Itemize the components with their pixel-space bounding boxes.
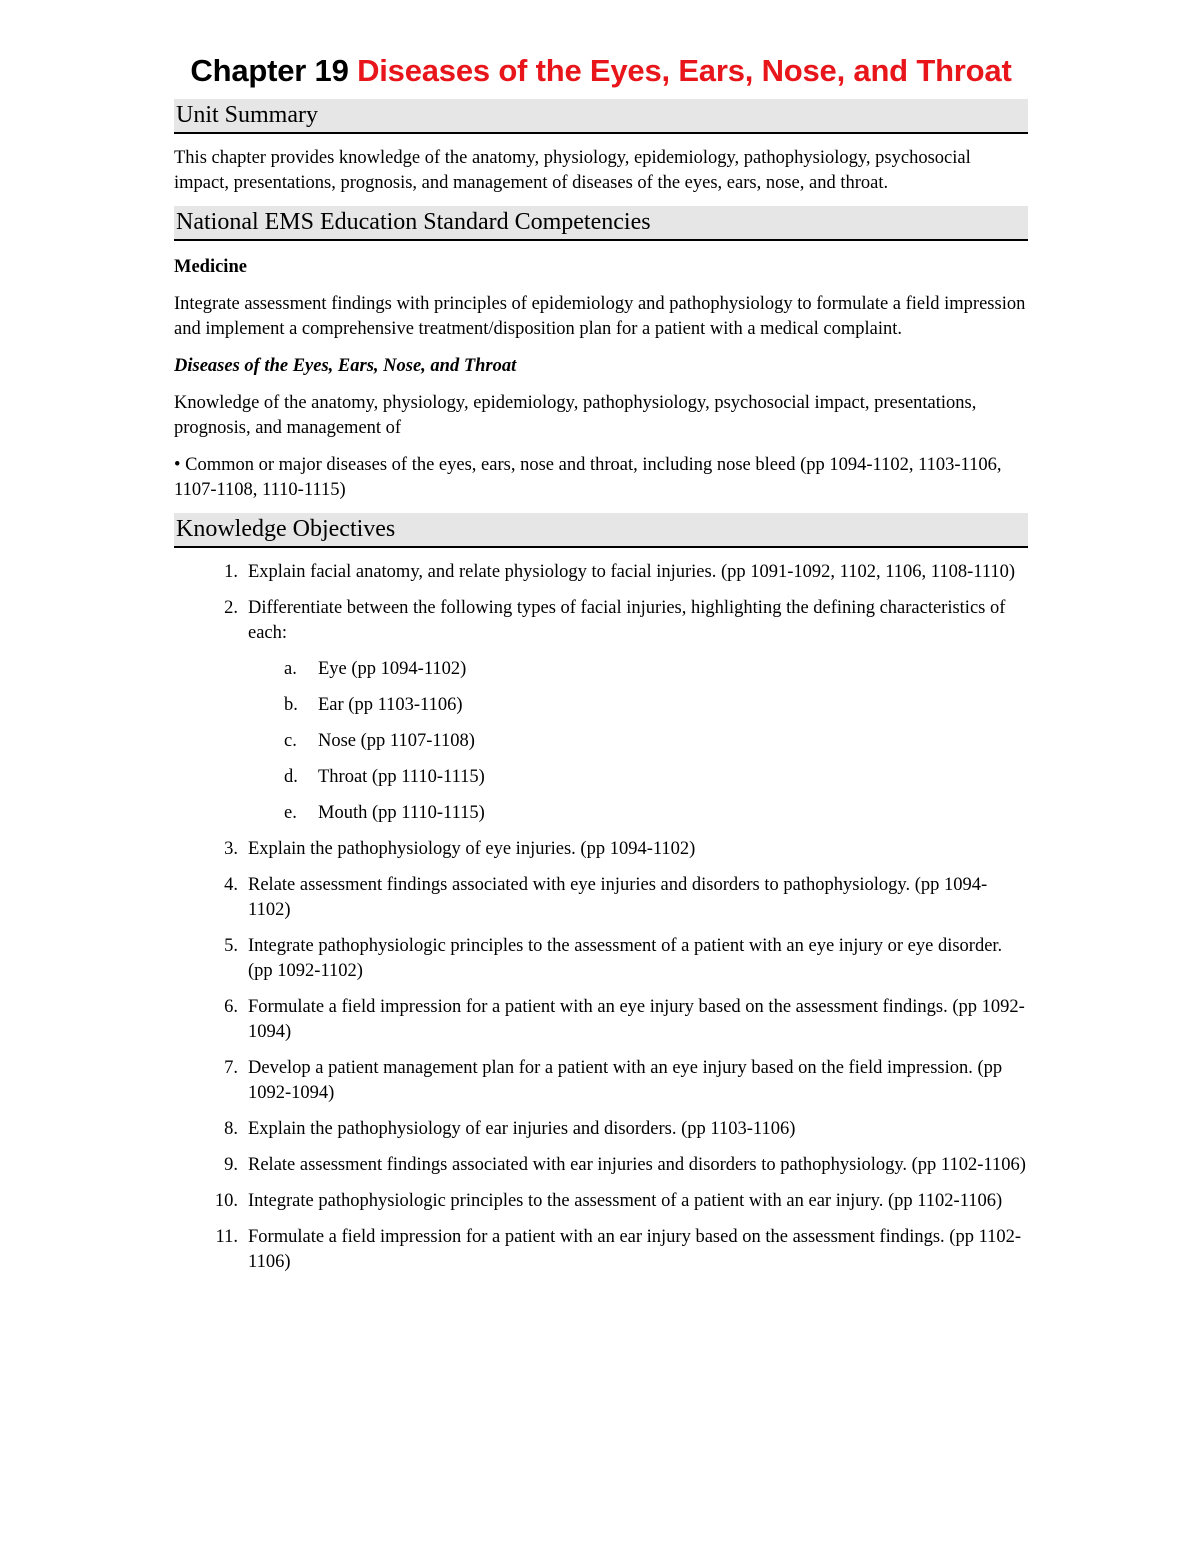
sub-item-text: Mouth (pp 1110-1115) bbox=[318, 803, 485, 823]
item-text: Explain the pathophysiology of eye injuries. (pp 1094-1102) bbox=[248, 839, 696, 859]
list-item bbox=[174, 934, 1028, 984]
sub-item-text: Throat (pp 1110-1115) bbox=[318, 767, 485, 787]
list-item bbox=[174, 1189, 1028, 1214]
item-text: Integrate pathophysiologic principles to the assessment of a patient with an eye injury or eye disorder. (pp 1092-1102) bbox=[248, 936, 1003, 981]
chapter-number: Chapter 19 bbox=[190, 53, 349, 88]
item-text: Explain the pathophysiology of ear injuries and disorders. (pp 1103-1106) bbox=[248, 1119, 796, 1139]
medicine-text: Integrate assessment findings with principles of epidemiology and pathophysiology to formulate a field impression and implement a comprehensive treatment/disposition plan for a patient with a medical complaint. bbox=[174, 294, 1026, 339]
sub-item-letter: b. bbox=[284, 695, 298, 715]
medicine-label: Medicine bbox=[174, 257, 247, 277]
list-item bbox=[174, 560, 1028, 585]
item-text: Differentiate between the following types of facial injuries, highlighting the defining characteristics of each: bbox=[248, 598, 1006, 643]
list-item bbox=[174, 1153, 1028, 1178]
sub-item-letter: d. bbox=[284, 767, 298, 787]
sub-item-letter: a. bbox=[284, 659, 297, 679]
item-number: 3. bbox=[224, 839, 238, 859]
item-text: Explain facial anatomy, and relate physiology to facial injuries. (pp 1091-1092, 1102, 1106, 1108-1110) bbox=[248, 562, 1016, 582]
competencies-heading: National EMS Education Standard Competencies bbox=[174, 206, 1028, 241]
knowledge-text: Knowledge of the anatomy, physiology, epidemiology, pathophysiology, psychosocial impact, presentations, prognosis, and management of bbox=[174, 393, 977, 438]
item-number: 2. bbox=[224, 598, 238, 618]
sub-list-item bbox=[248, 765, 1028, 790]
sub-item-text: Nose (pp 1107-1108) bbox=[318, 731, 475, 751]
item-number: 8. bbox=[224, 1119, 238, 1139]
unit-summary-text: This chapter provides knowledge of the anatomy, physiology, epidemiology, pathophysiology, psychosocial impact, presentations, prognosis, and management of diseases of the eyes, ears, nose, and throat. bbox=[174, 148, 971, 193]
item-number: 9. bbox=[224, 1155, 238, 1175]
sub-list bbox=[248, 657, 1028, 826]
unit-summary-heading: Unit Summary bbox=[174, 99, 1028, 134]
chapter-name: Diseases of the Eyes, Ears, Nose, and Throat bbox=[357, 53, 1012, 88]
item-text: Relate assessment findings associated with ear injuries and disorders to pathophysiology. (pp 1102-1106) bbox=[248, 1155, 1026, 1175]
objectives-list bbox=[174, 560, 1028, 1275]
item-text: Formulate a field impression for a patient with an ear injury based on the assessment findings. (pp 1102-1106) bbox=[248, 1227, 1022, 1272]
sub-item-text: Ear (pp 1103-1106) bbox=[318, 695, 463, 715]
sub-item-text: Eye (pp 1094-1102) bbox=[318, 659, 467, 679]
item-number: 7. bbox=[224, 1058, 238, 1078]
item-number: 10. bbox=[214, 1191, 238, 1211]
item-text: Formulate a field impression for a patient with an eye injury based on the assessment findings. (pp 1092-1094) bbox=[248, 997, 1025, 1042]
list-item bbox=[174, 1056, 1028, 1106]
item-number: 6. bbox=[224, 997, 238, 1017]
sub-item-letter: e. bbox=[284, 803, 297, 823]
list-item bbox=[174, 873, 1028, 923]
bullet-text: • Common or major diseases of the eyes, ears, nose and throat, including nose bleed (pp 1094-1102, 1103-1106, 1107-1108, 1110-1115) bbox=[174, 455, 1002, 500]
list-item bbox=[174, 1225, 1028, 1275]
list-item bbox=[174, 596, 1028, 826]
item-text: Integrate pathophysiologic principles to the assessment of a patient with an ear injury. (pp 1102-1106) bbox=[248, 1191, 1003, 1211]
item-number: 5. bbox=[224, 936, 238, 956]
list-item bbox=[174, 1117, 1028, 1142]
chapter-title bbox=[174, 52, 1028, 90]
list-item bbox=[174, 837, 1028, 862]
item-number: 11. bbox=[215, 1227, 238, 1247]
disease-label: Diseases of the Eyes, Ears, Nose, and Throat bbox=[174, 356, 517, 376]
item-text: Develop a patient management plan for a patient with an eye injury based on the field impression. (pp 1092-1094) bbox=[248, 1058, 1003, 1103]
item-text: Relate assessment findings associated with eye injuries and disorders to pathophysiology. (pp 1094-1102) bbox=[248, 875, 988, 920]
item-number: 1. bbox=[224, 562, 238, 582]
sub-list-item bbox=[248, 693, 1028, 718]
document-page bbox=[174, 52, 1028, 1286]
sub-list-item bbox=[248, 729, 1028, 754]
sub-item-letter: c. bbox=[284, 731, 297, 751]
list-item bbox=[174, 995, 1028, 1045]
sub-list-item bbox=[248, 801, 1028, 826]
item-number: 4. bbox=[224, 875, 238, 895]
sub-list-item bbox=[248, 657, 1028, 682]
objectives-heading: Knowledge Objectives bbox=[174, 513, 1028, 548]
